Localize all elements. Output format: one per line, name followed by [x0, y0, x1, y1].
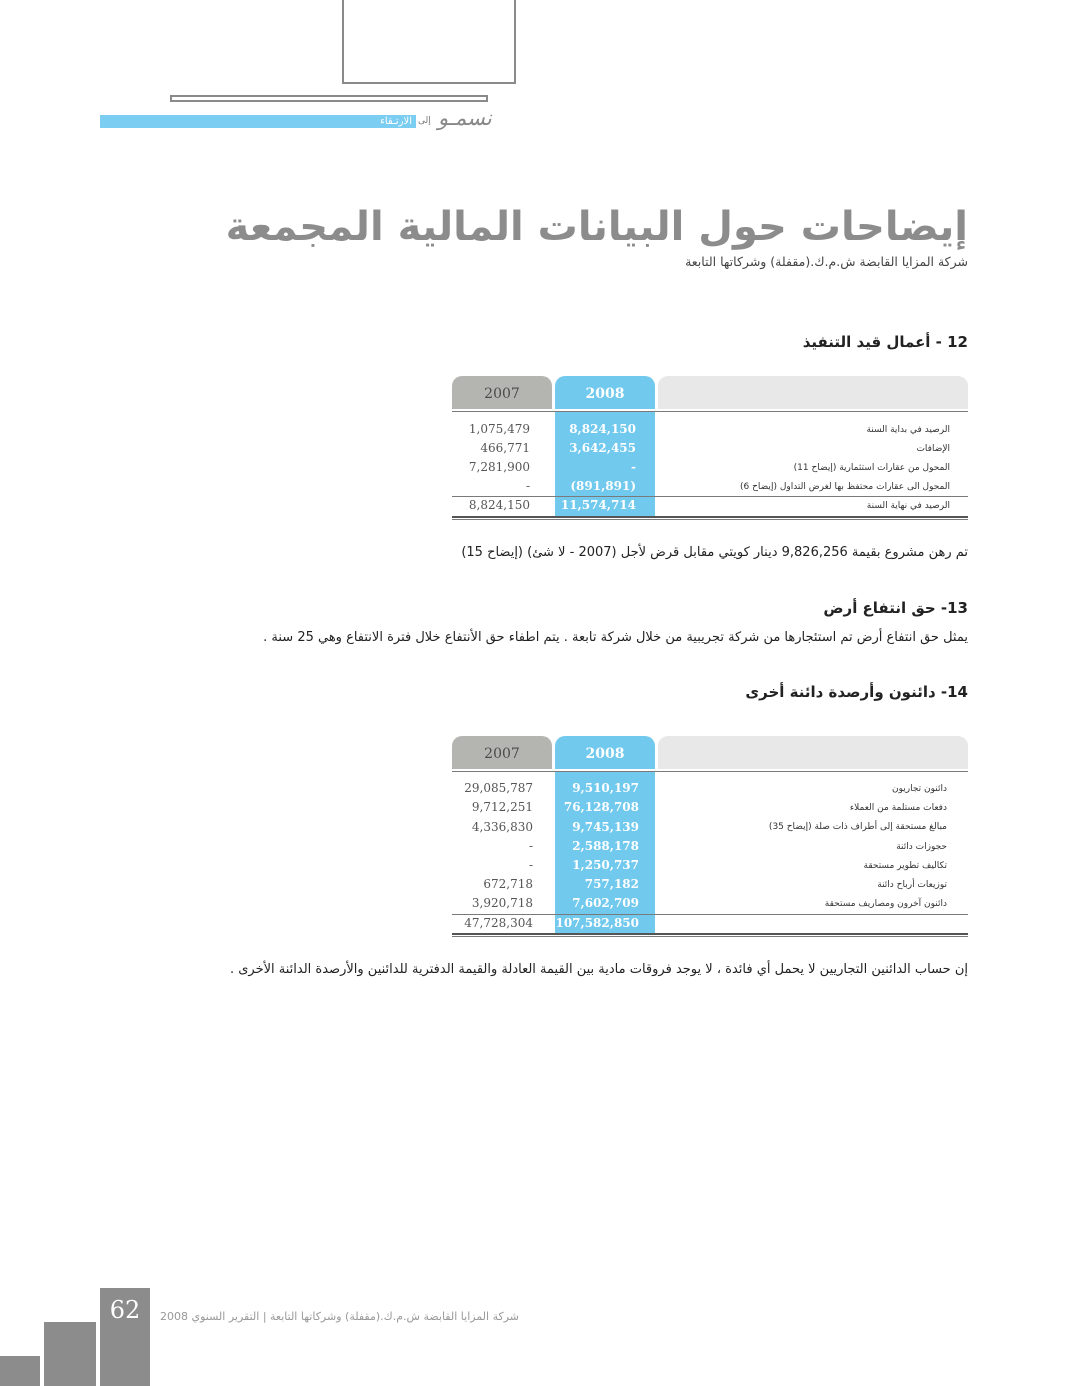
section-14-note: إن حساب الدائنين التجاريين لا يحمل أي فائدة ، لا يوجد فروقات مادية بين القيمة العادلة والقيمة الدفترية للدائنين والأرصدة الدائنة الأخرى . [229, 962, 968, 977]
table-14-r4-label: حجوزات دائنة [896, 842, 947, 852]
table-14-r6-label: توزيعات أرباح دائنة [877, 880, 947, 890]
table-14-r5-label: تكاليف تطوير مستحقة [863, 861, 947, 871]
section-12-note: تم رهن مشروع بقيمة 9,826,256 دينار كويتي مقابل قرض لأجل (2007 - لا شئ) (إيضاح 15) [461, 545, 968, 560]
table-12-total-2008: 11,574,714 [560, 498, 636, 512]
table-14-r7-2008: 7,602,709 [572, 896, 639, 910]
table-14-r7-2007: 3,920,718 [471, 896, 533, 910]
table-14-bottom-rule [452, 933, 968, 935]
table-14-bottom-rule-2 [452, 936, 968, 937]
tagline-small: إلى [418, 116, 431, 126]
table-12-subtotal-rule [452, 496, 968, 497]
section-12-title: 12 - أعمال قيد التنفيذ [802, 333, 968, 351]
table-14-subtotal-rule [452, 914, 968, 915]
table-14-r5-2008: 1,250,737 [572, 858, 639, 872]
table-12-top-rule [452, 411, 968, 412]
table-12-r4-2007: - [525, 479, 530, 493]
table-14-r4-2008: 2,588,178 [572, 839, 639, 853]
footer-text: شركة المزايا القابضة ش.م.ك.(مقفلة) وشركاتها التابعة | التقرير السنوي 2008 [160, 1310, 519, 1323]
table-12-total-label: الرصيد في نهاية السنة [866, 501, 950, 511]
table-14-r5-2007: - [528, 858, 533, 872]
page-number: 62 [109, 1296, 141, 1324]
table-14-r2-2007: 9,712,251 [471, 800, 533, 814]
table-12-header-2007: 2007 [452, 376, 552, 409]
header-frame-bar [170, 95, 488, 102]
tagline-highlight: الارتـقاء [380, 116, 412, 127]
table-12-r4-label: المحول الى عقارات محتفظ بها لغرض التداول (إيضاح 6) [739, 482, 950, 492]
table-14-r6-2008: 757,182 [584, 877, 639, 891]
table-14-r1-2008: 9,510,197 [572, 781, 639, 795]
table-12-total-2007: 8,824,150 [468, 498, 530, 512]
table-14-header-2008: 2008 [555, 736, 655, 769]
table-12-r2-2008: 3,642,455 [569, 441, 636, 455]
table-14-r3-2007: 4,336,830 [471, 820, 533, 834]
table-14-r2-label: دفعات مستلمة من العملاء [849, 803, 947, 813]
table-14-header-description [658, 736, 968, 769]
section-13-title: 13- حق انتفاع أرض [823, 599, 968, 617]
table-14-header-2007: 2007 [452, 736, 552, 769]
header-frame-box [342, 0, 516, 84]
table-12-header-2008: 2008 [555, 376, 655, 409]
table-12-header-description [658, 376, 968, 409]
table-14-total-2008: 107,582,850 [555, 916, 639, 930]
table-12-r4-2008: (891,891) [570, 479, 636, 493]
table-12-bottom-rule [452, 516, 968, 518]
table-12-r3-2007: 7,281,900 [468, 460, 530, 474]
table-12-r1-label: الرصيد في بداية السنة [866, 425, 950, 435]
table-14-r6-2007: 672,718 [483, 877, 533, 891]
section-14-title: 14- دائنون وأرصدة دائنة أخرى [745, 683, 968, 701]
page-subtitle: شركة المزايا القابضة ش.م.ك.(مقفلة) وشركاتها التابعة [685, 254, 968, 269]
table-14-r2-2008: 76,128,708 [563, 800, 639, 814]
table-14-top-rule [452, 771, 968, 772]
table-14-r1-2007: 29,085,787 [464, 781, 533, 795]
table-14-r1-label: دائنون تجاريون [891, 784, 947, 794]
table-14-total-2007: 47,728,304 [464, 916, 533, 930]
table-12-r1-2007: 1,075,479 [468, 422, 530, 436]
tagline-big: نسمـو [438, 106, 492, 130]
table-14-r3-2008: 9,745,139 [572, 820, 639, 834]
table-12-r2-label: الإضافات [916, 444, 950, 454]
tagline-bar [100, 115, 416, 128]
table-12-bottom-rule-2 [452, 519, 968, 520]
table-14-r3-label: مبالغ مستحقة إلى أطراف ذات صلة (إيضاح 35) [768, 822, 947, 832]
table-12-r2-2007: 466,771 [480, 441, 530, 455]
table-12-r3-label: المحول من عقارات استثمارية (إيضاح 11) [793, 463, 950, 473]
table-12-r1-2008: 8,824,150 [569, 422, 636, 436]
table-14-r4-2007: - [528, 839, 533, 853]
footer-bar-1 [0, 1356, 40, 1386]
table-14-r7-label: دائنون آخرون ومصاريف مستحقة [824, 899, 947, 909]
page-title: إيضاحات حول البيانات المالية المجمعة [225, 204, 968, 250]
footer-bar-2 [44, 1322, 96, 1386]
section-13-text: يمثل حق انتفاع أرض تم استئجارها من شركة تجريبية من خلال شركة تابعة . يتم اطفاء حق الأنتفاع خلال فترة الانتفاع وهي 25 سنة . [263, 630, 968, 645]
table-12-r3-2008: - [631, 460, 636, 474]
